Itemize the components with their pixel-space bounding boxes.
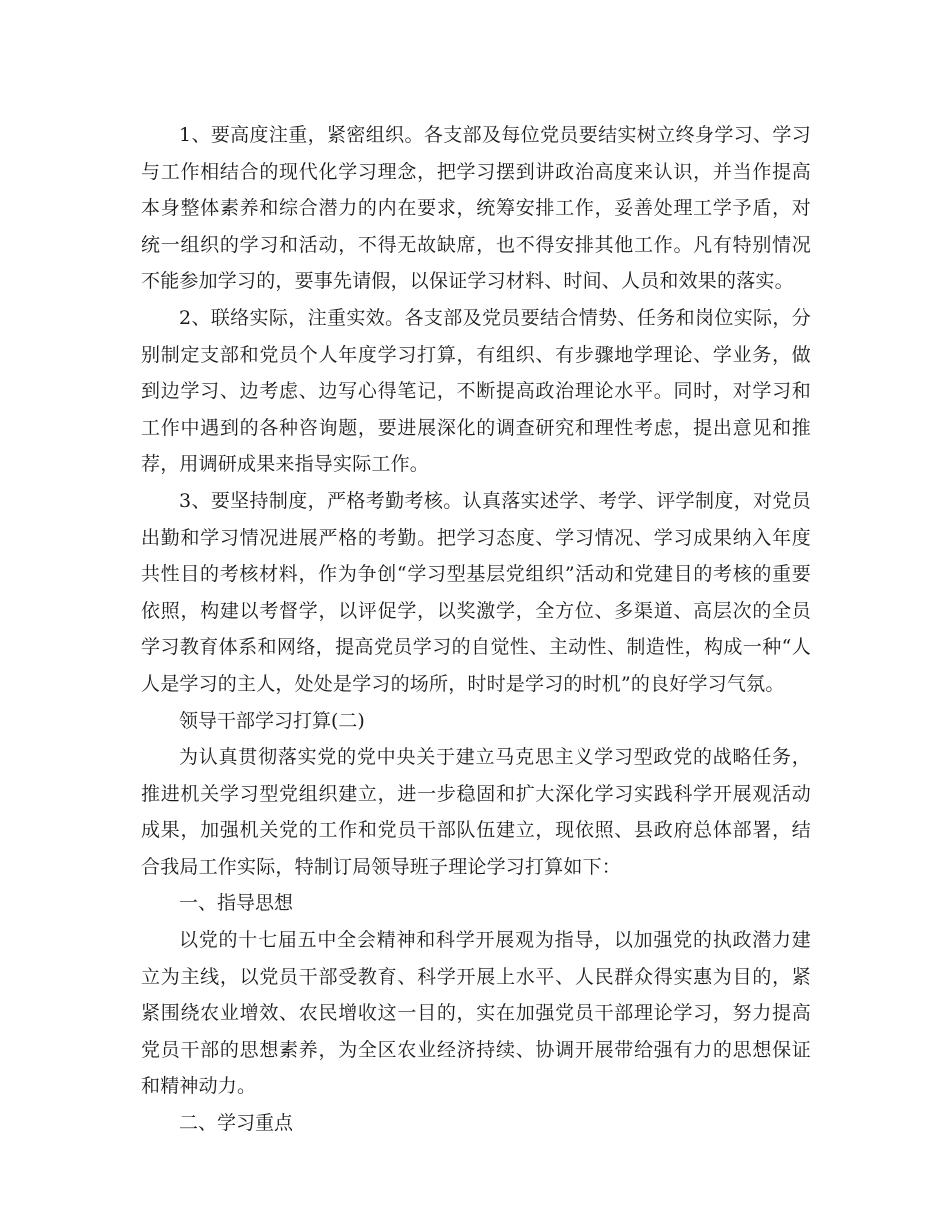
section-title: 领导干部学习打算(二): [179, 709, 365, 732]
guiding-thought-paragraph: 以党的十七届五中全会精神和科学开展观为指导，以加强党的执政潜力建立为主线，以党员干部受教育、科学开展上水平、人民群众得实惠为目的，紧紧围绕农业增效、农民增收这一目的，实在加强党员干部理论学习，努力提高党员干部的思想素养，为全区农业经济持续、协调开展带给强有力的思想保证和精神动力。: [141, 929, 811, 1098]
paragraph-item-3: 3、要坚持制度，严格考勤考核。认真落实述学、考学、评学制度，对党员出勤和学习情况进展严格的考勤。把学习态度、学习情况、学习成果纳入年度共性目的考核材料，作为争创“学习型基层党组织”活动和党建目的考核的重要依照，构建以考督学，以评促学，以奖激学，全方位、多渠道、高层次的全员学习教育体系和网络，提高党员学习的自觉性、主动性、制造性，构成一种“人人是学习的主人，处处是学习的场所，时时是学习的时机”的良好学习气氛。: [141, 489, 811, 695]
document-body: [141, 117, 811, 1142]
heading-study-focus: 二、学习重点: [179, 1112, 294, 1135]
heading-guiding-thought: 一、指导思想: [179, 892, 294, 915]
intro-paragraph: 为认真贯彻落实党的党中央关于建立马克思主义学习型政党的战略任务，推进机关学习型党组织建立，进一步稳固和扩大深化学习实践科学开展观活动成果，加强机关党的工作和党员干部队伍建立，现依照、县政府总体部署，结合我局工作实际，特制订局领导班子理论学习打算如下：: [141, 746, 811, 878]
paragraph-item-2: 2、联络实际，注重实效。各支部及党员要结合情势、任务和岗位实际，分别制定支部和党员个人年度学习打算，有组织、有步骤地学理论、学业务，做到边学习、边考虑、边写心得笔记，不断提高政治理论水平。同时，对学习和工作中遇到的各种咨询题，要进展深化的调查研究和理性考虑，提出意见和推荐，用调研成果来指导实际工作。: [141, 306, 811, 476]
paragraph-item-1: 1、要高度注重，紧密组织。各支部及每位党员要结实树立终身学习、学习与工作相结合的现代化学习理念，把学习摆到讲政治高度来认识，并当作提高本身整体素养和综合潜力的内在要求，统筹安排工作，妥善处理工学予盾，对统一组织的学习和活动，不得无故缺席，也不得安排其他工作。凡有特别情况不能参加学习的，要事先请假，以保证学习材料、时间、人员和效果的落实。: [141, 124, 811, 293]
